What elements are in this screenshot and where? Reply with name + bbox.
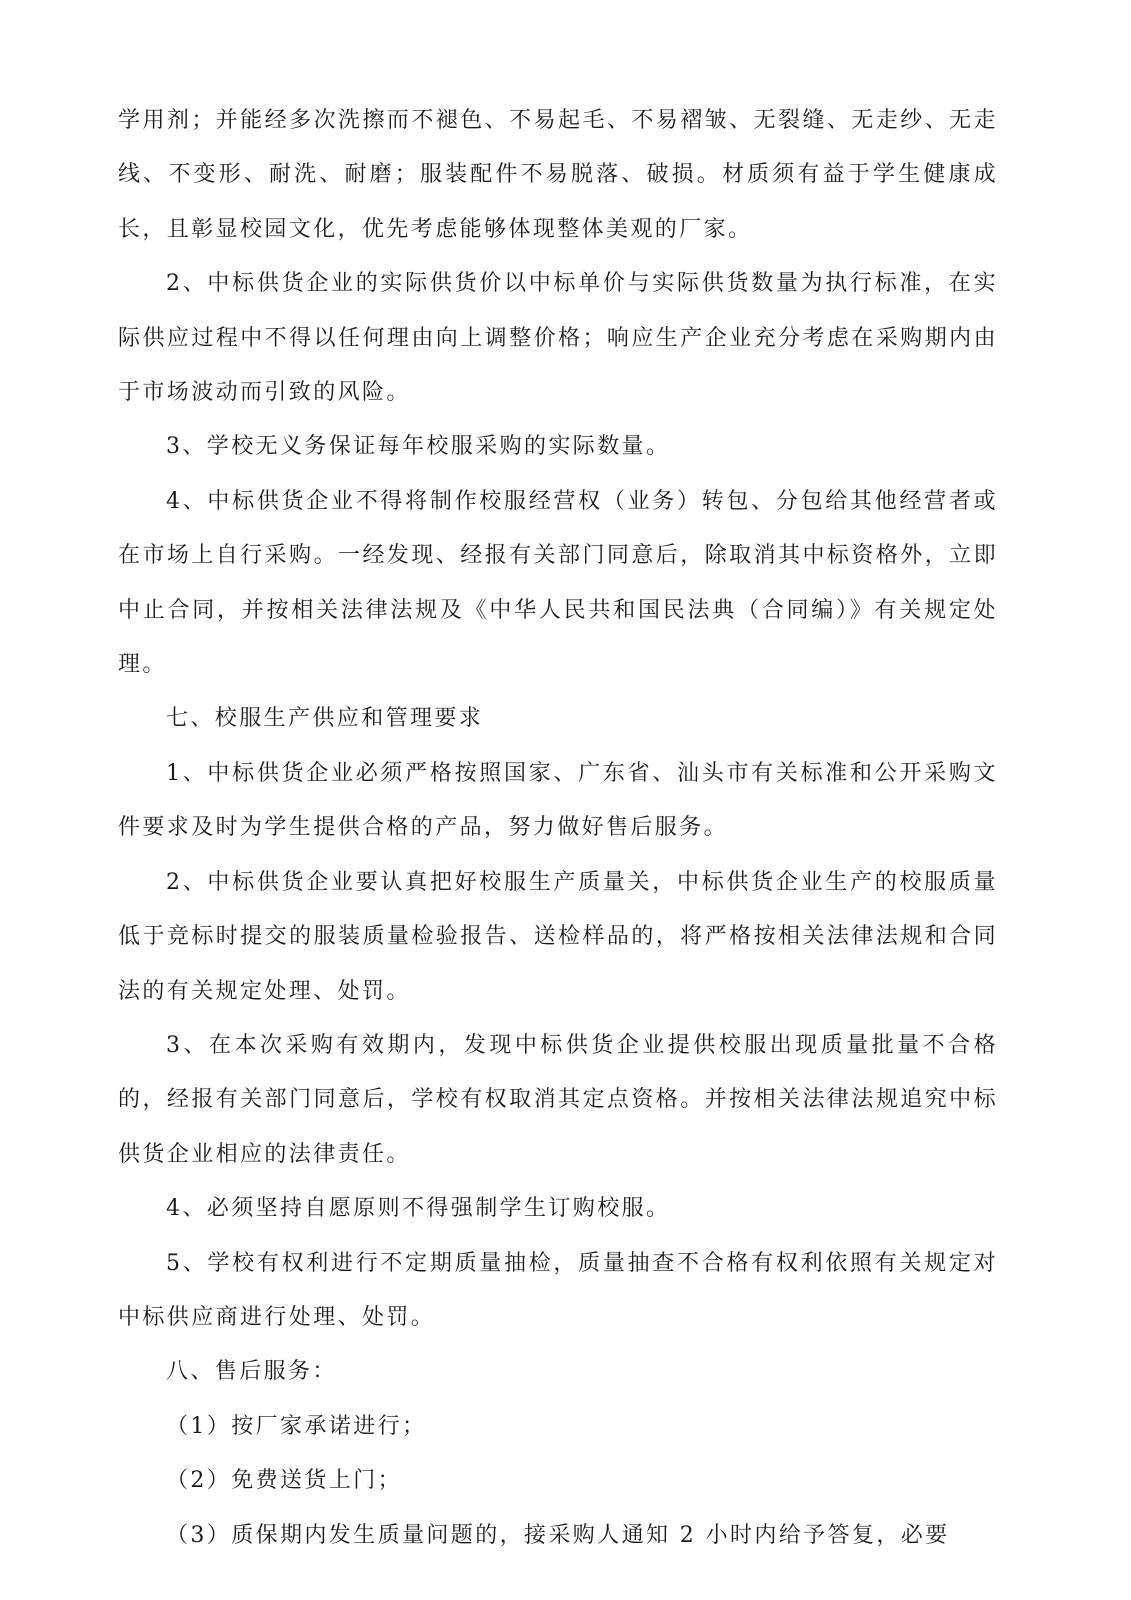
paragraph-material-requirements: 学用剂；并能经多次洗擦而不褪色、不易起毛、不易褶皱、无裂缝、无走纱、无走线、不变形、耐洗、耐磨；服装配件不易脱落、破损。材质须有益于学生健康成长，且彰显校园文化，优先考虑能够体现整体美观的厂家。 [118,108,998,242]
section-heading-8: 八、售后服务： [166,1359,337,1385]
paragraph-section7-item-2: 2、中标供货企业要认真把好校服生产质量关，中标供货企业生产的校服质量低于竞标时提交的服装质量检验报告、送检样品的，将严格按相关法律法规和合同法的有关规定处理、处罚。 [118,869,998,1004]
paragraph-section7-item-5: 5、学校有权利进行不定期质量抽检，质量抽查不合格有权利依照有关规定对中标供应商进行处理、处罚。 [118,1250,998,1330]
service-item-3: （3）质保期内发生质量问题的，接采购人通知 2 小时内给予答复，必要 [166,1522,950,1548]
paragraph-item-2-pricing: 2、中标供货企业的实际供货价以中标单价与实际供货数量为执行标准，在实际供应过程中不得以任何理由向上调整价格；响应生产企业充分考虑在采购期内由于市场波动而引致的风险。 [118,271,998,406]
service-item-1: （1）按厂家承诺进行； [166,1413,427,1439]
section-heading-7: 七、校服生产供应和管理要求 [166,706,484,732]
paragraph-item-4-subcontract: 4、中标供货企业不得将制作校服经营权（业务）转包、分包给其他经营者或在市场上自行采购。一经发现、经报有关部门同意后，除取消其中标资格外，立即中止合同，并按相关法律法规及《中华人民共和国民法典（合同编）》有关规定处理。 [118,488,998,678]
paragraph-section7-item-4: 4、必须坚持自愿原则不得强制学生订购校服。 [166,1196,671,1222]
paragraph-section7-item-3: 3、在本次采购有效期内，发现中标供货企业提供校服出现质量批量不合格的，经报有关部门同意后，学校有权取消其定点资格。并按相关法律法规追究中标供货企业相应的法律责任。 [118,1032,998,1167]
document-body [118,94,998,1563]
service-item-2: （2）免费送货上门； [166,1468,402,1494]
paragraph-section7-item-1: 1、中标供货企业必须严格按照国家、广东省、汕头市有关标准和公开采购文件要求及时为学生提供合格的产品，努力做好售后服务。 [118,760,998,841]
paragraph-item-3-quantity: 3、学校无义务保证每年校服采购的实际数量。 [166,434,671,460]
